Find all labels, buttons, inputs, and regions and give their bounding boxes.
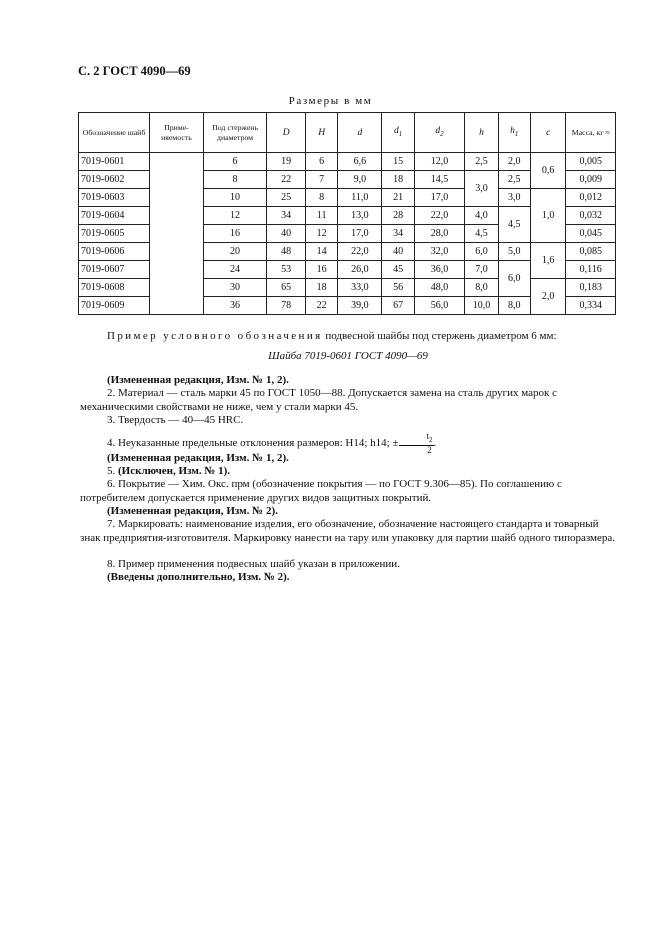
col-h1: $h_1$	[498, 113, 530, 153]
cell-H: 8	[306, 189, 338, 207]
page-header: С. 2 ГОСТ 4090—69	[78, 64, 191, 78]
cell-d1: 34	[382, 225, 414, 243]
cell-h: 6,0	[465, 243, 498, 261]
example-rest: подвесной шайбы под стержень диаметром 6 мм:	[322, 330, 557, 342]
cell-H: 6	[306, 153, 338, 171]
cell-mass: 0,334	[566, 297, 616, 315]
cell-d: 22,0	[338, 243, 382, 261]
cell-d2: 12,0	[414, 153, 465, 171]
table-caption: Размеры в мм	[288, 95, 373, 107]
cell-h: 2,5	[465, 153, 498, 171]
cell-mass: 0,005	[566, 153, 616, 171]
cell-d2: 22,0	[414, 207, 465, 225]
paragraph-excluded: 5. (Исключен, Изм. № 1).	[107, 465, 231, 477]
cell-mass: 0,183	[566, 279, 616, 297]
cell-d1: 45	[382, 261, 414, 279]
example-line	[80, 330, 616, 344]
cell-designation: 7019-0605	[79, 225, 150, 243]
col-d1: $d_1$	[382, 113, 414, 153]
cell-D: 22	[267, 171, 306, 189]
table-header-row	[79, 113, 616, 153]
cell-mass: 0,032	[566, 207, 616, 225]
cell-mass: 0,009	[566, 171, 616, 189]
cell-d: 26,0	[338, 261, 382, 279]
col-d: d	[338, 113, 382, 153]
cell-applicability	[150, 153, 204, 315]
cell-rod: 20	[203, 243, 266, 261]
cell-H: 12	[306, 225, 338, 243]
cell-mass: 0,116	[566, 261, 616, 279]
cell-D: 65	[267, 279, 306, 297]
cell-designation: 7019-0609	[79, 297, 150, 315]
cell-h1: 4,5	[498, 207, 530, 243]
cell-designation: 7019-0606	[79, 243, 150, 261]
cell-designation: 7019-0607	[79, 261, 150, 279]
cell-H: 14	[306, 243, 338, 261]
cell-h: 4,0	[465, 207, 498, 225]
col-c: c	[530, 113, 566, 153]
col-rod-diameter: Под стержень диаметром	[203, 113, 266, 153]
cell-h1: 5,0	[498, 243, 530, 261]
amendment-note-3: (Измененная редакция, Изм. № 2).	[107, 505, 278, 517]
cell-rod: 16	[203, 225, 266, 243]
cell-d: 13,0	[338, 207, 382, 225]
cell-H: 11	[306, 207, 338, 225]
cell-D: 78	[267, 297, 306, 315]
cell-D: 34	[267, 207, 306, 225]
cell-rod: 24	[203, 261, 266, 279]
cell-d1: 40	[382, 243, 414, 261]
cell-designation: 7019-0603	[79, 189, 150, 207]
cell-designation: 7019-0602	[79, 171, 150, 189]
cell-rod: 6	[203, 153, 266, 171]
col-designation: Обозначение шайб	[79, 113, 150, 153]
col-h: h	[465, 113, 498, 153]
example-lead: Пример условного обозначения	[107, 330, 323, 342]
paragraph-hardness: 3. Твердость — 40—45 HRC.	[107, 414, 244, 426]
cell-d1: 15	[382, 153, 414, 171]
cell-c: 2,0	[530, 279, 566, 315]
cell-h1: 6,0	[498, 261, 530, 297]
cell-d: 6,6	[338, 153, 382, 171]
cell-d1: 21	[382, 189, 414, 207]
cell-d: 39,0	[338, 297, 382, 315]
cell-h1: 2,5	[498, 171, 530, 189]
cell-c: 1,6	[530, 243, 566, 279]
cell-mass: 0,045	[566, 225, 616, 243]
cell-d: 9,0	[338, 171, 382, 189]
cell-c: 0,6	[530, 153, 566, 189]
cell-d1: 56	[382, 279, 414, 297]
tolerance-fraction: $\frac{t_2}{2}$	[399, 432, 434, 455]
cell-d2: 32,0	[414, 243, 465, 261]
cell-H: 7	[306, 171, 338, 189]
cell-d: 33,0	[338, 279, 382, 297]
cell-d1: 18	[382, 171, 414, 189]
cell-d1: 67	[382, 297, 414, 315]
cell-mass: 0,085	[566, 243, 616, 261]
cell-c: 1,0	[530, 189, 566, 243]
example-designation: Шайба 7019-0601 ГОСТ 4090—69	[268, 350, 428, 362]
cell-d2: 17,0	[414, 189, 465, 207]
cell-d: 17,0	[338, 225, 382, 243]
col-mass: Масса, кг ≈	[566, 113, 616, 153]
paragraph-material: 2. Материал — сталь марки 45 по ГОСТ 1050—88. Допускается замена на сталь других марок с механическими свойствами не ниже, чем у стали марки 45.	[80, 387, 557, 413]
amendment-note-4: (Введены дополнительно, Изм. № 2).	[107, 571, 290, 583]
cell-rod: 12	[203, 207, 266, 225]
cell-D: 25	[267, 189, 306, 207]
col-applicability: Приме- няемость	[150, 113, 204, 153]
cell-d2: 48,0	[414, 279, 465, 297]
cell-rod: 36	[203, 297, 266, 315]
dimensions-table	[78, 112, 616, 315]
cell-d: 11,0	[338, 189, 382, 207]
cell-d2: 36,0	[414, 261, 465, 279]
cell-D: 19	[267, 153, 306, 171]
cell-rod: 10	[203, 189, 266, 207]
table-row	[79, 153, 616, 171]
paragraph-tolerances: 4. Неуказанные предельные отклонения размеров: H14; h14; ± $\frac{t_2}{2}$ .	[107, 431, 437, 455]
paragraph-application: 8. Пример применения подвесных шайб указан в приложении.	[107, 558, 400, 570]
cell-rod: 8	[203, 171, 266, 189]
cell-H: 18	[306, 279, 338, 297]
cell-D: 40	[267, 225, 306, 243]
cell-designation: 7019-0604	[79, 207, 150, 225]
amendment-note-1: (Измененная редакция, Изм. № 1, 2).	[107, 374, 289, 386]
amendment-note-2: (Измененная редакция, Изм. № 1, 2).	[107, 452, 289, 464]
cell-rod: 30	[203, 279, 266, 297]
cell-h1: 8,0	[498, 297, 530, 315]
cell-designation: 7019-0608	[79, 279, 150, 297]
cell-D: 48	[267, 243, 306, 261]
cell-H: 16	[306, 261, 338, 279]
cell-D: 53	[267, 261, 306, 279]
cell-h: 4,5	[465, 225, 498, 243]
cell-mass: 0,012	[566, 189, 616, 207]
col-d2: $d_2$	[414, 113, 465, 153]
cell-d2: 56,0	[414, 297, 465, 315]
cell-d2: 28,0	[414, 225, 465, 243]
cell-d1: 28	[382, 207, 414, 225]
cell-h: 10,0	[465, 297, 498, 315]
cell-designation: 7019-0601	[79, 153, 150, 171]
cell-d2: 14,5	[414, 171, 465, 189]
col-D: D	[267, 113, 306, 153]
cell-h: 8,0	[465, 279, 498, 297]
cell-h1: 3,0	[498, 189, 530, 207]
cell-H: 22	[306, 297, 338, 315]
cell-h: 7,0	[465, 261, 498, 279]
cell-h1: 2,0	[498, 153, 530, 171]
paragraph-marking: 7. Маркировать: наименование изделия, его обозначение, обозначение настоящего стандарта и товарный знак предприятия-изготовителя. Маркировку нанести на тару или упаковку для партии шайб одного типоразмера.	[80, 518, 616, 544]
col-H: H	[306, 113, 338, 153]
paragraph-coating: 6. Покрытие — Хим. Окс. прм (обозначение покрытия — по ГОСТ 9.306—85). По соглашению с потребителем допускается применение других видов защитных покрытий.	[80, 478, 562, 504]
cell-h: 3,0	[465, 171, 498, 207]
